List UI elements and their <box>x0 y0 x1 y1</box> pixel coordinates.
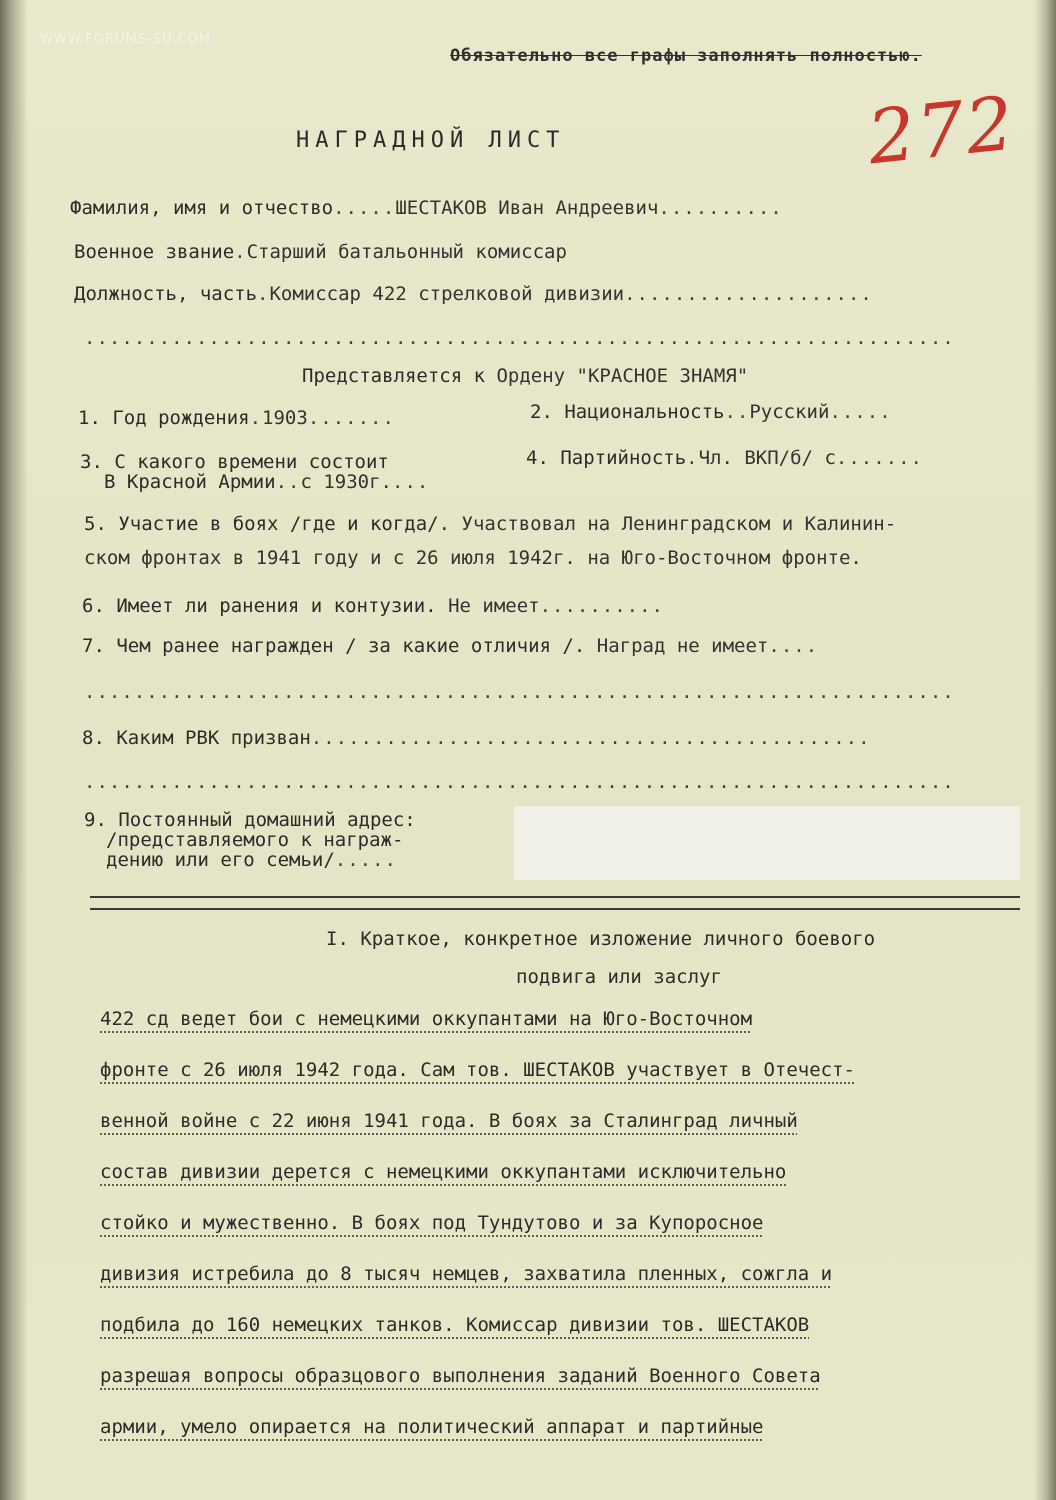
birth-year-row: 1. Год рождения.1903....... <box>78 407 395 429</box>
battles-value-1: Участвовал на Ленинградском и Калинин- <box>461 513 897 535</box>
nationality-label: 2. Национальность <box>530 401 725 423</box>
award-label: Представляется к <box>302 365 486 387</box>
previous-awards-value: Наград не имеет <box>596 635 769 657</box>
service-since-label-2: В Красной Армии <box>104 471 276 493</box>
wounds-label: 6. Имеет ли ранения и контузии. <box>82 595 437 617</box>
scan-edge-left <box>0 0 28 1500</box>
redacted-address <box>514 806 1020 880</box>
header-note: Обязательно все графы заполнять полностью. <box>450 46 922 66</box>
address-label-3: дению или его семьи/ <box>106 849 335 871</box>
address-label-1: 9. Постоянный домашний адрес: <box>84 809 416 831</box>
position-value: Комиссар 422 стрелковой дивизии <box>269 283 625 305</box>
section-heading-1: I. Краткое, конкретное изложение личного боевого <box>326 928 876 950</box>
merit-description: 422 сд ведет бои с немецкими оккупантами на Юго-Восточном фронте с 26 июля 1942 года. Сам тов. ШЕСТАКОВ участвует в Отечест- венной войне с 22 июня 1941 года. В боях за Сталинград личный состав дивизии дерется с немецкими оккупантами исключительно стойко и мужественно. В боях под Тундутово и за Купоросное дивизия истребила до 8 тысяч немцев, захватила пленных, сожгла и подбила до 160 немецких танков. Комиссар дивизии тов. ШЕСТАКОВ разрешая вопросы образцового выполнения заданий Военного Совета армии, умело опирается на политический аппарат и партийные <box>100 1008 855 1438</box>
position-label: Должность, часть <box>74 283 258 305</box>
wounds-row: 6. Имеет ли ранения и контузии. Не имеет.......... <box>82 595 664 617</box>
award-value: Ордену "КРАСНОЕ ЗНАМЯ" <box>496 365 749 387</box>
dotted-line: ...................................................................... <box>84 771 955 793</box>
battles-label: 5. Участие в боях /где и когда/. <box>84 513 451 535</box>
address-label-2: /представляемого к награж- <box>106 829 404 851</box>
service-since-row-2: В Красной Армии..с 1930г.... <box>104 471 430 493</box>
name-value: ШЕСТАКОВ Иван Андреевич <box>395 197 659 219</box>
party-label: 4. Партийность <box>526 447 687 469</box>
party-row: 4. Партийность.Чл. ВКП/б/ с....... <box>526 447 923 469</box>
dotted-line: ...................................................................... <box>84 681 955 703</box>
rank-row: Военное звание.Старший батальонный комиссар <box>74 241 567 263</box>
dotted-line: ...................................................................... <box>84 327 955 349</box>
battles-row <box>84 512 896 536</box>
draft-office-label: 8. Каким РВК призван <box>82 727 311 749</box>
service-since-value: с 1930г. <box>300 471 392 493</box>
service-since-label-1: 3. С какого времени состоит <box>80 451 389 473</box>
name-label: Фамилия, имя и отчество <box>70 197 334 219</box>
rank-label: Военное звание <box>74 241 235 263</box>
address-row-3: дению или его семьи/..... <box>106 849 397 871</box>
rank-value: Старший батальонный комиссар <box>246 241 567 263</box>
position-row: Должность, часть.Комиссар 422 стрелковой дивизии.................... <box>74 283 873 305</box>
archive-number-stamp: 272 <box>863 80 1020 182</box>
name-row: Фамилия, имя и отчество.....ШЕСТАКОВ Иван Андреевич.......... <box>70 197 783 219</box>
previous-awards-row: 7. Чем ранее награжден / за какие отличия /. Наград не имеет.... <box>82 635 819 657</box>
wounds-value: Не имеет <box>448 595 540 617</box>
birth-year-label: 1. Год рождения <box>78 407 250 429</box>
previous-awards-label: 7. Чем ранее награжден / за какие отличия /. <box>82 635 586 657</box>
award-row <box>302 364 748 388</box>
watermark: WWW.FORUMS-SU.COM <box>40 32 212 47</box>
document-title: НАГРАДНОЙ ЛИСТ <box>296 128 566 153</box>
section-separator <box>90 896 1020 910</box>
section-heading-2: подвига или заслуг <box>516 966 722 988</box>
party-value: Чл. ВКП/б/ с <box>698 447 836 469</box>
nationality-row: 2. Национальность..Русский..... <box>530 401 892 423</box>
birth-year-value: 1903 <box>262 407 308 429</box>
scan-edge-right <box>1034 0 1056 1500</box>
battles-row-2 <box>84 546 862 570</box>
battles-value-2: ском фронтах в 1941 году и с 26 июля 1942г. на Юго-Восточном фронте. <box>84 547 862 569</box>
nationality-value: Русский <box>749 401 830 423</box>
draft-office-row: 8. Каким РВК призван............................................. <box>82 727 871 749</box>
